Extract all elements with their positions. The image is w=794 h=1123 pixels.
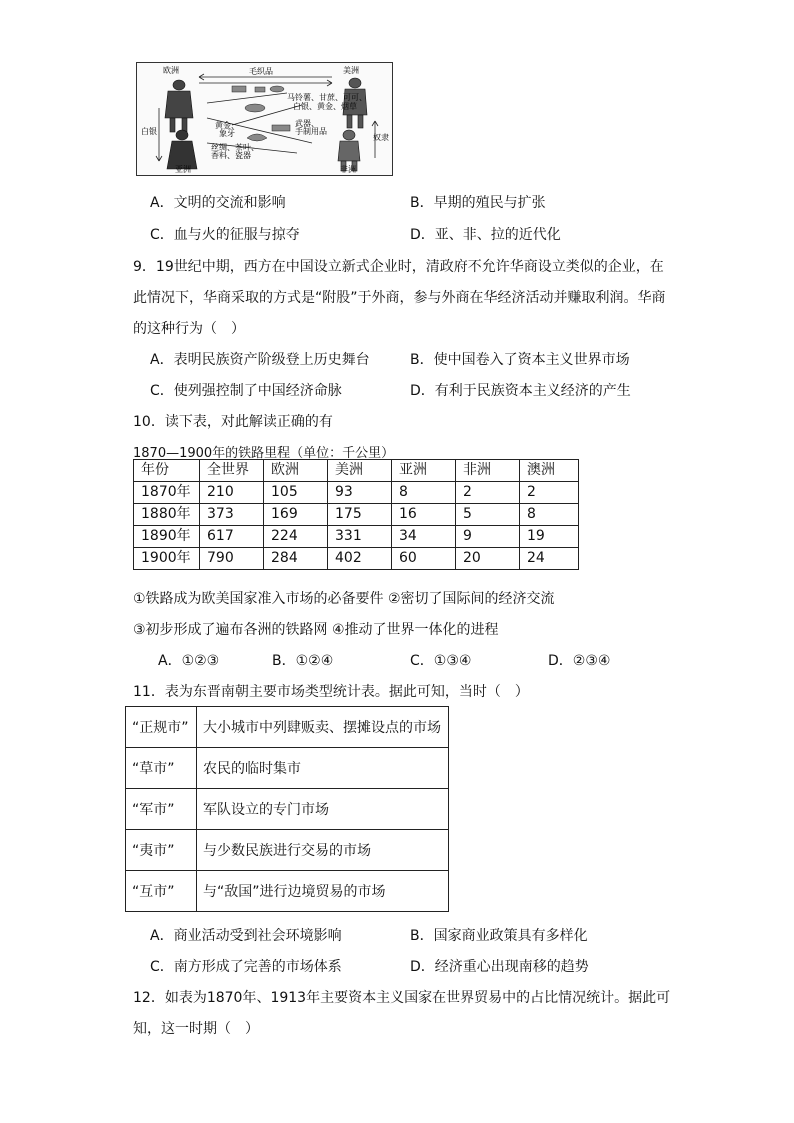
label-gold-ivory-2: 象牙 [219,129,235,138]
table-row [134,504,579,526]
header-cell: 全世界 [200,460,264,482]
header-cell: 欧洲 [264,460,328,482]
q8-option-d[interactable]: D．亚、非、拉的近代化 [410,227,561,243]
q9-option-d[interactable]: D．有利于民族资本主义经济的产生 [410,383,631,399]
label-silver: 白银 [141,127,157,136]
label-wool: 毛织品 [249,67,273,76]
market-type: “军市” [126,789,197,830]
cell: 9 [456,526,520,548]
cell: 1890年 [134,526,200,548]
header-cell: 澳洲 [520,460,579,482]
table-row [126,871,449,912]
trade-route-drawing [137,63,392,175]
cell: 617 [200,526,264,548]
q9-option-a[interactable]: A．表明民族资产阶级登上历史舞台 [150,352,370,368]
q9-stem-line-3: 的这种行为（ ） [133,321,245,337]
cell: 402 [328,548,392,570]
label-crops: 马铃薯、甘蔗、可可、 [287,93,367,102]
q10-option-d[interactable]: D．②③④ [548,653,611,669]
q11-option-c[interactable]: C．南方形成了完善的市场体系 [150,959,342,975]
q12-stem-line-2: 知，这一时期（ ） [133,1021,259,1037]
cell: 169 [264,504,328,526]
cell: 8 [520,504,579,526]
cell: 2 [520,482,579,504]
cell: 210 [200,482,264,504]
q10-option-a[interactable]: A．①②③ [158,653,220,669]
cell: 5 [456,504,520,526]
market-type: “夷市” [126,830,197,871]
cell: 2 [456,482,520,504]
label-silk-2: 香料、瓷器 [211,151,251,160]
q10-option-b[interactable]: B．①②④ [272,653,334,669]
cell: 60 [392,548,456,570]
q12-stem-line-1: 12．如表为1870年、1913年主要资本主义国家在世界贸易中的占比情况统计。据此可 [133,990,671,1006]
label-gold-ivory: 黄金、 [215,121,239,130]
market-type: “草市” [126,748,197,789]
q10-table-caption: 1870—1900年的铁路里程（单位：千公里） [133,446,395,461]
table-row [126,707,449,748]
cell: 373 [200,504,264,526]
header-cell: 美洲 [328,460,392,482]
q10-statement-line-1: ①铁路成为欧美国家准入市场的必备要件 ②密切了国际间的经济交流 [133,591,555,607]
table-row [134,482,579,504]
cell: 34 [392,526,456,548]
q9-option-b[interactable]: B．使中国卷入了资本主义世界市场 [410,352,630,368]
table-header-row [134,460,579,482]
q9-stem-line-1: 9．19世纪中期，西方在中国设立新式企业时，清政府不允许华商设立类似的企业，在 [133,259,664,275]
label-america: 美洲 [343,66,359,75]
q8-option-c[interactable]: C．血与火的征服与掠夺 [150,227,300,243]
label-weapons-2: 手制用品 [295,127,327,136]
market-desc: 农民的临时集市 [197,748,449,789]
table-row [134,548,579,570]
cell: 175 [328,504,392,526]
cell: 8 [392,482,456,504]
table-row [126,830,449,871]
label-weapons: 武器、 [295,119,319,128]
label-crops-2: 白银、黄金、烟草 [293,102,357,111]
q11-option-a[interactable]: A．商业活动受到社会环境影响 [150,928,342,944]
market-desc: 与“敌国”进行边境贸易的市场 [197,871,449,912]
market-type: “正规市” [126,707,197,748]
table-row [126,789,449,830]
header-cell: 亚洲 [392,460,456,482]
q9-stem-line-2: 此情况下，华商采取的方式是“附股”于外商，参与外商在华经济活动并赚取利润。华商 [133,290,666,306]
q11-stem: 11．表为东晋南朝主要市场类型统计表。据此可知，当时（ ） [133,684,529,700]
q10-option-c[interactable]: C．①③④ [410,653,472,669]
label-slaves: 奴隶 [373,133,389,142]
table-row [134,526,579,548]
q10-statement-line-2: ③初步形成了遍布各洲的铁路网 ④推动了世界一体化的进程 [133,622,499,638]
cell: 24 [520,548,579,570]
trade-route-figure [136,62,393,176]
q10-stem: 10．读下表，对此解读正确的有 [133,414,333,430]
header-cell: 年份 [134,460,200,482]
railway-table [133,459,579,570]
cell: 790 [200,548,264,570]
q11-option-b[interactable]: B．国家商业政策具有多样化 [410,928,588,944]
market-table [125,706,449,912]
q8-option-a[interactable]: A．文明的交流和影响 [150,195,286,211]
cell: 20 [456,548,520,570]
market-desc: 军队设立的专门市场 [197,789,449,830]
cell: 1900年 [134,548,200,570]
cell: 1880年 [134,504,200,526]
q8-option-b[interactable]: B．早期的殖民与扩张 [410,195,546,211]
market-desc: 与少数民族进行交易的市场 [197,830,449,871]
label-silk: 丝绸、茶叶、 [211,143,259,152]
cell: 284 [264,548,328,570]
q11-option-d[interactable]: D．经济重心出现南移的趋势 [410,959,589,975]
cell: 16 [392,504,456,526]
label-asia: 亚洲 [175,165,191,174]
market-type: “互市” [126,871,197,912]
cell: 19 [520,526,579,548]
cell: 105 [264,482,328,504]
label-europe: 欧洲 [163,66,179,75]
cell: 224 [264,526,328,548]
cell: 1870年 [134,482,200,504]
market-desc: 大小城市中列肆贩卖、摆摊设点的市场 [197,707,449,748]
header-cell: 非洲 [456,460,520,482]
label-africa: 非洲 [340,165,356,174]
cell: 93 [328,482,392,504]
q9-option-c[interactable]: C．使列强控制了中国经济命脉 [150,383,342,399]
cell: 331 [328,526,392,548]
table-row [126,748,449,789]
